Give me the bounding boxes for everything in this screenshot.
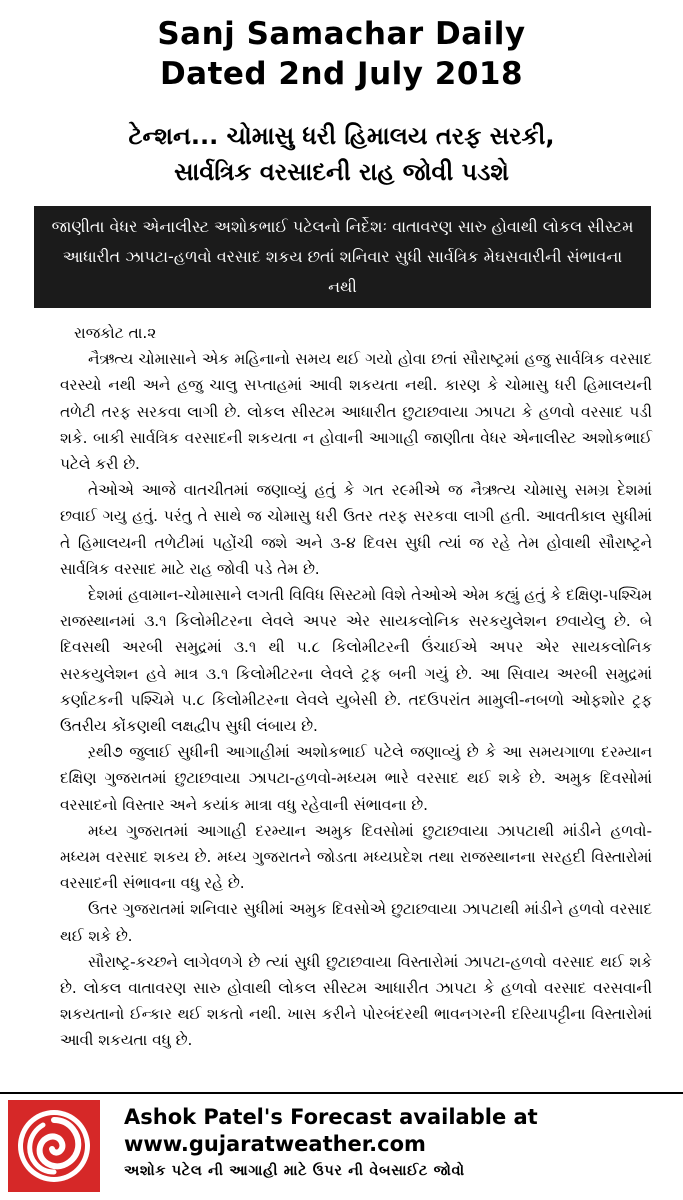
footer-divider: [0, 1092, 683, 1094]
footer-promo: [124, 1104, 679, 1182]
article-paragraph: નૈઋત્ય ચોમાસાને એક મહિનાનો સમય થઈ ગયો હોવા છતાં સૌરાષ્ટ્રમાં હજુ સાર્વત્રિક વરસાદ વરસ્યો નથી અને હજુ ચાલુ સપ્તાહમાં આવી શકયતા નથી. કારણ કે ચોમાસુ ધરી હિમાલયની તળેટી તરફ સરકવા લાગી છે. લોકલ સીસ્ટમ આધારીત છુટાછવાયા ઝાપટા કે હળવો વરસાદ પડી શકે. બાકી સાર્વત્રિક વરસાદની શકયતા ન હોવાની આગાહી જાણીતા વેધર એનાલીસ્ટ અશોકભાઈ પટેલે કરી છે.: [60, 350, 652, 474]
headline-line-2: સાર્વત્રિક વરસાદની રાહ જોવી પડશે: [174, 158, 509, 186]
article-paragraph: તેઓએ આજે વાતચીતમાં જણાવ્યું હતું કે ગત ર૯મીએ જ નૈઋત્ય ચોમાસુ સમગ્ર દેશમાં છવાઈ ગયુ હતું. પરંતુ તે સાથે જ ચોમાસુ ધરી ઉતર તરફ સરકવા લાગી હતી. આવતીકાલ સુધીમાં તે હિમાલયની તળેટીમાં પહોંચી જશે અને ૩-૪ દિવસ સુધી ત્યાં જ રહે તેમ હોવાથી સૌરાષ્ટ્રને સાર્વત્રિક વરસાદ માટે રાહ જોવી પડે તેમ છે.: [60, 481, 652, 578]
headline-line-1: ટેન્શન... ચોમાસુ ધરી હિમાલય તરફ સરકી,: [128, 122, 555, 150]
article-paragraph: ર઼થી૭ જુલાઈ સુધીની આગાહીમાં અશોકભાઈ પટેલે જણાવ્યું છે કે આ સમયગાળા દરમ્યાન દક્ષિણ ગુજરાતમાં છુટાછવાયા ઝાપટા-હળવો-મધ્યમ ભારે વરસાદ થઈ શકે છે. અમુક દિવસોમાં વરસાદનો વિસ્તાર અને કયાંક માત્રા વધુ રહેવાની સંભાવના છે.: [60, 743, 652, 814]
footer-website-link[interactable]: www.gujaratweather.com: [124, 1132, 426, 1156]
article-paragraph: મધ્ય ગુજરાતમાં આગાહી દરમ્યાન અમુક દિવસોમાં છુટાછવાયા ઝાપટાથી માંડીને હળવો-મધ્યમ વરસાદ શકય છે. મધ્ય ગુજરાતને જોડતા મધ્યપ્રદેશ તથા રાજસ્થાનના સરહદી વિસ્તારોમાં વરસાદની સંભાવના વધુ રહે છે.: [60, 821, 652, 893]
article-paragraph: ઉતર ગુજરાતમાં શનિવાર સુધીમાં અમુક દિવસોએ છુટાછવાયા ઝાપટાથી માંડીને હળવો વરસાદ થઈ શકે છે.: [60, 900, 652, 945]
article-dateline: રાજકોટ તા.૨: [74, 324, 157, 342]
article-paragraph: સૌરાષ્ટ્ર-કચ્છને લાગેવળગે છે ત્યાં સુધી છુટાછવાયા વિસ્તારોમાં ઝાપટા-હળવો વરસાદ થઈ શકે છે. લોકલ વાતાવરણ સારુ હોવાથી લોકલ સીસ્ટમ આધારીત ઝાપટા કે હળવો વરસાદ વરસવાની શકયતાનો ઈન્કાર થઈ શકતો નથી. ખાસ કરીને પોરબંદરથી ભાવનગરની દરિયાપટ્ટીના વિસ્તારોમાં આવી શકયતા વધુ છે.: [60, 952, 652, 1050]
footer-gujarati-note: અશોક પટેલ ની આગાહી માટે ઉપર ની વેબસાઈટ જોવો: [124, 1163, 465, 1179]
article-paragraph: દેશમાં હવામાન-ચોમાસાને લગતી વિવિધ સિસ્ટમો વિશે તેઓએ એમ કહ્યું હતું કે દક્ષિણ-પશ્ચિમ રાજસ્થાનમાં ૩.૧ કિલોમીટરના લેવલે અપર એર સાયકલોનિક સરકયુલેશન છવાયેલુ છે. બે દિવસથી અરબી સમુદ્રમાં ૩.૧ થી ૫.૮ કિલોમીટરની ઉંચાઈએ અપર એર સાયકલોનિક સરકયુલેશન હવે માત્ર ૩.૧ કિલોમીટરના લેવલે ટ્રફ બની ગયું છે. આ સિવાય અરબી સમુદ્રમાં કર્ણાટકની પશ્ચિમે ૫.૮ કિલોમીટરના લેવલે યુબેસી છે. તદઉપરાંત મામુલી-નબળો ઓફશોર ટ્રફ ઉતરીય કોંકણથી લક્ષદ્વીપ સુધી લંબાય છે.: [60, 586, 652, 736]
gujaratweather-logo-icon: [8, 1100, 100, 1192]
header-date: Dated 2nd July 2018: [159, 56, 524, 92]
article-body: [60, 320, 652, 1054]
page-header: [0, 14, 683, 94]
article-headline: [20, 118, 663, 190]
header-title: Sanj Samachar Daily: [157, 16, 526, 52]
subheadline-box: જાણીતા વેધર એનાલીસ્ટ અશોકભાઈ પટેલનો નિર્દેશઃ વાતાવરણ સારુ હોવાથી લોકલ સીસ્ટમ આધારીત ઝાપટા-હળવો વરસાદ શકય છતાં શનિવાર સુધી સાર્વત્રિક મેઘસવારીની સંભાવના નથી: [34, 206, 651, 308]
footer-forecast-text: Ashok Patel's Forecast available at: [124, 1105, 538, 1129]
